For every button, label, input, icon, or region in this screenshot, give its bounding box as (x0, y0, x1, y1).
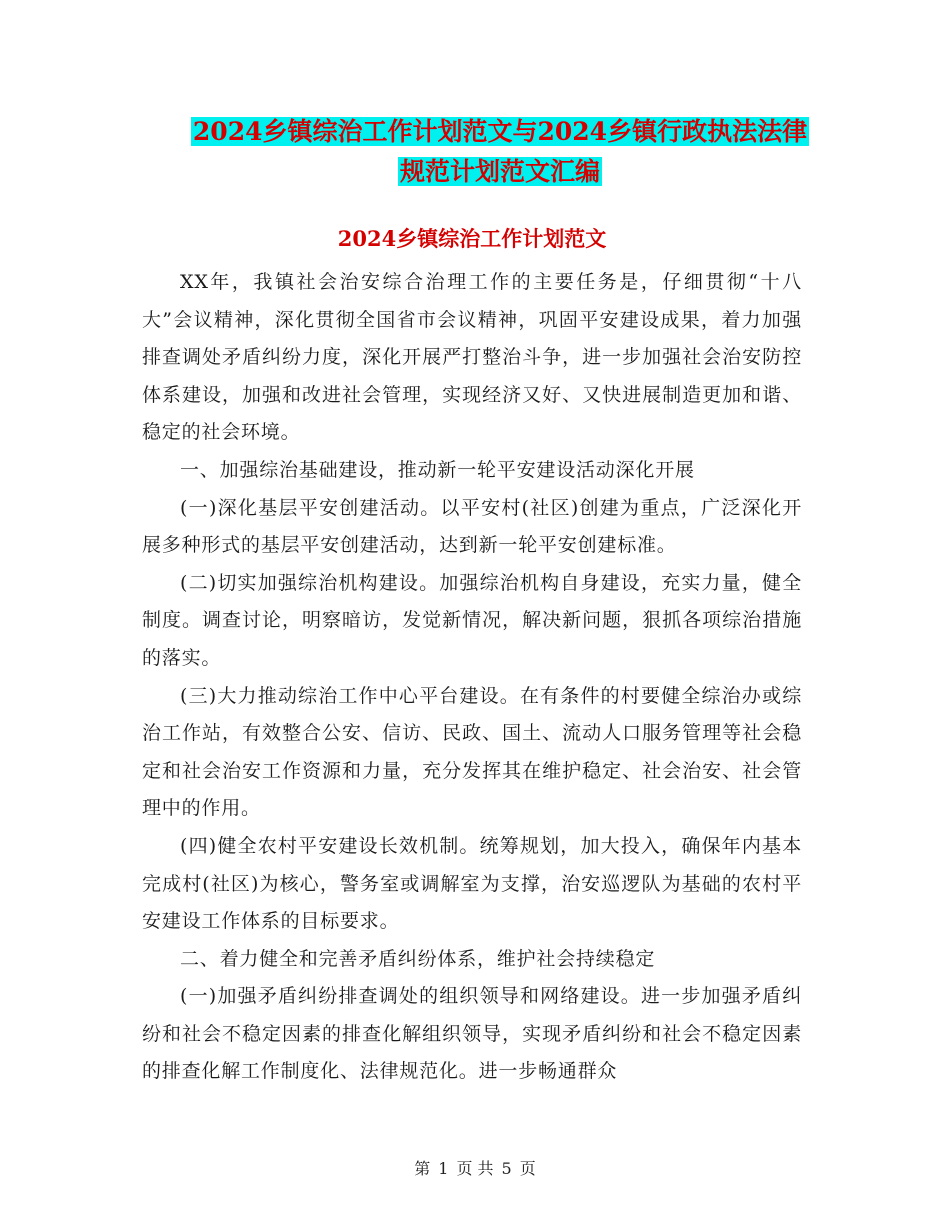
document-title-line1: 2024乡镇综治工作计划范文与2024乡镇行政执法法律 (192, 117, 808, 146)
paragraph: (二)切实加强综治机构建设。加强综治机构自身建设，充实力量，健全制度。调查讨论，明察暗访，发觉新情况，解决新问题，狠抓各项综治措施的落实。 (142, 571, 802, 669)
paragraph: (四)健全农村平安建设长效机制。统筹规划，加大投入，确保年内基本完成村(社区)为核心，警务室或调解室为支撑，治安巡逻队为基础的农村平安建设工作体系的目标要求。 (142, 834, 802, 933)
footer-prefix: 第 (414, 1159, 431, 1178)
document-title (120, 112, 880, 192)
page-footer (0, 1156, 950, 1179)
page-number: 1 (438, 1159, 449, 1178)
footer-suffix: 页 (519, 1159, 536, 1178)
document-title-line2: 规范计划范文汇编 (399, 157, 600, 186)
page-total: 5 (501, 1159, 512, 1178)
paragraph: (一)深化基层平安创建活动。以平安村(社区)创建为重点，广泛深化开展多种形式的基层平安创建活动，达到新一轮平安创建标准。 (142, 496, 802, 557)
paragraph: XX年，我镇社会治安综合治理工作的主要任务是，仔细贯彻“十八大”会议精神，深化贯彻全国省市会议精神，巩固平安建设成果，着力加强排查调处矛盾纠纷力度，深化开展严打整治斗争，进一步加强社会治安防控体系建设，加强和改进社会管理，实现经济又好、又快进展制造更加和谐、稳定的社会环境。 (142, 271, 802, 444)
paragraph: 二、着力健全和完善矛盾纠纷体系，维护社会持续稳定 (180, 947, 656, 970)
document-body (142, 264, 802, 1091)
paragraph: (三)大力推动综治工作中心平台建设。在有条件的村要健全综治办或综治工作站，有效整合公安、信访、民政、国土、流动人口服务管理等社会稳定和社会治安工作资源和力量，充分发挥其在维护稳定、社会治安、社会管理中的作用。 (142, 684, 802, 820)
footer-mid: 页 共 (456, 1159, 494, 1178)
section-title: 2024乡镇综治工作计划范文 (337, 226, 607, 251)
paragraph: 一、加强综治基础建设，推动新一轮平安建设活动深化开展 (180, 458, 695, 481)
paragraph: (一)加强矛盾纠纷排查调处的组织领导和网络建设。进一步加强矛盾纠纷和社会不稳定因素的排查化解组织领导，实现矛盾纠纷和社会不稳定因素的排查化解工作制度化、法律规范化。进一步畅通群众 (142, 985, 802, 1083)
